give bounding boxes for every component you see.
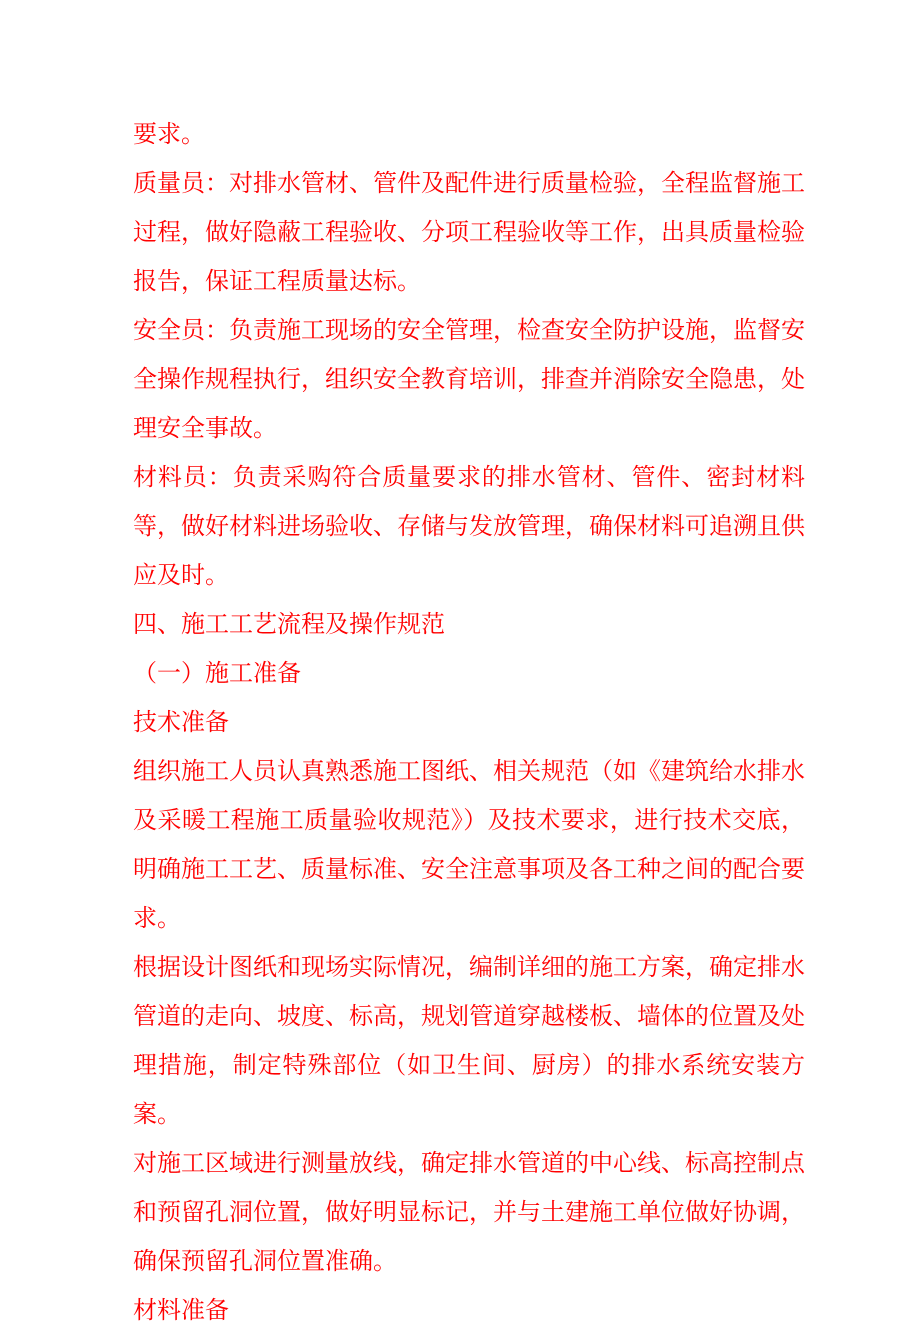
paragraph-materials-officer: 材料员：负责采购符合质量要求的排水管材、管件、密封材料等，做好材料进场验收、存储与发放管理，确保材料可追溯且供应及时。 [133, 463, 805, 589]
subheading-technical-preparation: 技术准备 [133, 708, 229, 736]
subheading-material-preparation: 材料准备 [133, 1296, 229, 1324]
paragraph-safety-officer: 安全员：负责施工现场的安全管理，检查安全防护设施，监督安全操作规程执行，组织安全教育培训，排查并消除安全隐患，处理安全事故。 [133, 316, 805, 442]
subsection-heading-preparation: （一）施工准备 [133, 659, 301, 687]
document-body [133, 110, 805, 1335]
paragraph-quality-inspector: 质量员：对排水管材、管件及配件进行质量检验，全程监督施工过程，做好隐蔽工程验收、分项工程验收等工作，出具质量检验报告，保证工程质量达标。 [133, 169, 805, 295]
section-heading-process: 四、施工工艺流程及操作规范 [133, 610, 445, 638]
paragraph-construction-plan: 根据设计图纸和现场实际情况，编制详细的施工方案，确定排水管道的走向、坡度、标高，规划管道穿越楼板、墙体的位置及处理措施，制定特殊部位（如卫生间、厨房）的排水系统安装方案。 [133, 953, 805, 1128]
paragraph-technical-briefing: 组织施工人员认真熟悉施工图纸、相关规范（如《建筑给水排水及采暖工程施工质量验收规范》）及技术要求，进行技术交底，明确施工工艺、质量标准、安全注意事项及各工种之间的配合要求。 [133, 757, 805, 932]
paragraph-survey-layout: 对施工区域进行测量放线，确定排水管道的中心线、标高控制点和预留孔洞位置，做好明显标记，并与土建施工单位做好协调，确保预留孔洞位置准确。 [133, 1149, 805, 1275]
paragraph-requirements-end: 要求。 [133, 120, 205, 148]
